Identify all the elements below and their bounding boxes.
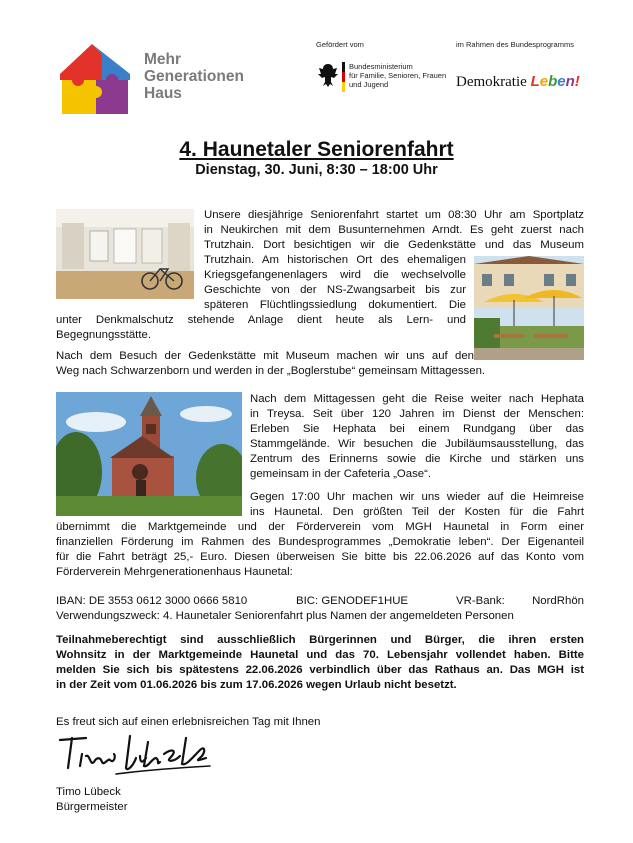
mgh-logo-text <box>144 51 244 102</box>
gefoerdert-label: Gefördert vom <box>316 40 364 49</box>
cost-line: für die Fahrt beträgt 25,- Euro. Diesen überweisen Sie bitte bis 22.06.2026 auf das Konto vom <box>56 551 584 563</box>
intro-line: Begegnungsstätte. <box>56 329 151 341</box>
cost-line: Gegen 17:00 Uhr machen wir uns wieder auf die Heimreise <box>250 491 584 503</box>
intro-line: unter Denkmalschutz stehende Anlage dient heute als Lern- und <box>56 314 466 326</box>
cost-line: ins Haunetal. Den größten Teil der Kosten für die Fahrt <box>250 506 584 518</box>
museum-photo <box>56 209 194 299</box>
closing-text: Es freut sich auf einen erlebnisreichen Tag mit Ihnen <box>56 716 321 728</box>
intro-line: Trutzhain. Dort besichtigen wir die Gedenkstätte und das Museum <box>204 239 584 251</box>
im-rahmen-label: im Rahmen des Bundesprogramms <box>456 40 574 49</box>
logo-line: Mehr <box>144 51 182 68</box>
cost-line: Förderverein Mehrgenerationenhaus Haunetal: <box>56 566 293 578</box>
hephata-line: Erleben Sie Hephata bei einem Rundgang über das <box>250 423 584 435</box>
signer-role: Bürgermeister <box>56 801 128 813</box>
signer-name: Timo Lübeck <box>56 786 121 798</box>
german-flag-bar <box>342 62 345 92</box>
lunch-line: Weg nach Schwarzenborn und werden in der „Boglerstube“ gemeinsam Mittagessen. <box>56 365 486 377</box>
logo-line: Generationen <box>144 68 244 85</box>
hephata-line: Nach dem Mittagessen geht die Reise weiter nach Hephata <box>250 393 584 405</box>
intro-line: Kriegsgefangenenlagers wird die wechselvolle <box>204 269 466 281</box>
restaurant-photo <box>474 256 584 360</box>
intro-line: Geschichte von der NS-Zwangsarbeit bis zur <box>204 284 466 296</box>
intro-line: späteren Flüchtlingssiedlung dokumentiert. Die <box>204 299 466 311</box>
eligibility-line: Wohnsitz in der Marktgemeinde Haunetal und das 70. Lebensjahr vollendet haben. Bitte <box>56 649 584 661</box>
iban-value: IBAN: DE 3553 0612 3000 0666 5810 <box>56 595 248 607</box>
hephata-line: gemeinsam in der Cafeteria „Oase“. <box>250 468 432 480</box>
ministry-line: Bundesministerium <box>349 62 413 71</box>
mgh-logo-house <box>56 40 134 118</box>
bank-name: NordRhön <box>532 595 584 607</box>
payment-purpose: Verwendungszweck: 4. Haunetaler Seniorenfahrt plus Namen der angemeldeten Personen <box>56 610 514 622</box>
page-title: 4. Haunetaler Seniorenfahrt <box>179 138 454 161</box>
ministry-name <box>349 62 446 89</box>
page-subtitle: Dienstag, 30. Juni, 8:30 – 18:00 Uhr <box>195 162 438 178</box>
lunch-line: Nach dem Besuch der Gedenkstätte mit Museum machen wir uns auf den <box>56 350 474 362</box>
eligibility-line: melden Sie sich bis spätestens 22.06.2026 verbindlich über das Rathaus an. Das MGH ist <box>56 664 584 676</box>
eligibility-line: Teilnahmeberechtigt sind ausschließlich Bürgerinnen und Bürger, die ihren ersten <box>56 634 584 646</box>
demokratie-word: Demokratie <box>456 74 527 90</box>
logo-line: Haus <box>144 85 182 102</box>
intro-line: Unsere diesjährige Seniorenfahrt startet um 08:30 Uhr am Sportplatz <box>204 209 584 221</box>
federal-eagle-icon <box>317 62 339 88</box>
intro-line: Trutzhain. Am historischen Ort des ehemaligen <box>204 254 466 266</box>
leben-word: Leben! <box>530 73 580 90</box>
vr-bank-label: VR-Bank: <box>456 595 505 607</box>
eligibility-line: in der Zeit vom 01.06.2026 bis zum 17.06.2026 wegen Urlaub nicht besetzt. <box>56 679 457 691</box>
cost-line: finanziellen Förderung im Rahmen des Bundesprogrammes „Demokratie leben“. Der Eigenanteil <box>56 536 584 548</box>
hephata-line: in Treysa. Seit über 120 Jahren im Dienst der Menschen: <box>250 408 584 420</box>
hephata-line: Stammgelände. Wir besuchen die Jubiläumsausstellung, das <box>250 438 584 450</box>
cost-line: übernimmt die Marktgemeinde und der Förderverein vom MGH Haunetal in Form einer <box>56 521 584 533</box>
ministry-line: für Familie, Senioren, Frauen <box>349 71 447 80</box>
demokratie-leben-logo <box>456 73 580 91</box>
bic-value: BIC: GENODEF1HUE <box>296 595 409 607</box>
handwritten-signature <box>56 728 216 784</box>
ministry-line: und Jugend <box>349 80 389 89</box>
intro-line: in Neukirchen mit dem Busunternehmen Arndt. Es geht zuerst nach <box>204 224 584 236</box>
church-photo <box>56 392 242 516</box>
hephata-line: Zentrum des Erinnerns sowie die Kirche und stärken uns <box>250 453 584 465</box>
